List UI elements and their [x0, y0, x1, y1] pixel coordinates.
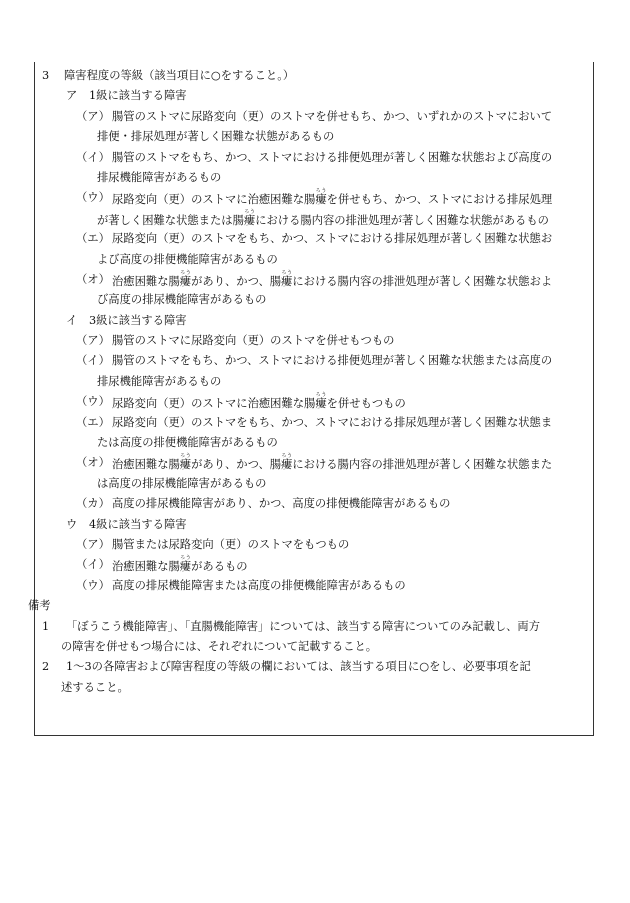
item-label: （オ）	[76, 272, 110, 286]
grade-item-continuation	[36, 168, 588, 188]
item-label: （ア）	[76, 537, 110, 551]
note-text: 1～3の各障害および障害程度の等級の欄においては、該当する項目に○をし、必要事項を記	[66, 660, 531, 674]
notes-heading: 備考	[28, 599, 51, 613]
item-label: （ウ）	[76, 578, 110, 592]
note-number: 2	[42, 660, 50, 674]
item-label: （イ）	[76, 558, 110, 572]
item-text: 尿路変向（更）のストマをもち、かつ、ストマにおける排尿処理が著しく困難な状態ま	[112, 415, 553, 429]
grade-item-line	[36, 535, 588, 555]
item-label: （エ）	[76, 232, 110, 246]
grade-item-continuation	[36, 474, 588, 494]
grade-item-line	[36, 270, 588, 290]
item-text: 排便・排尿処理が著しく困難な状態があるもの	[97, 130, 335, 144]
item-text: 尿路変向（更）のストマに治癒困難な腸瘻ろうを併せもつもの	[112, 392, 406, 411]
item-text: 腸管のストマに尿路変向（更）のストマを併せもち、かつ、いずれかのストマにおいて	[112, 109, 553, 123]
item-text: よび高度の排便機能障害があるもの	[97, 252, 278, 266]
note-list	[36, 617, 588, 699]
grade-title: 1級に該当する障害	[89, 89, 187, 103]
grade-item-line	[36, 331, 588, 351]
grade-item	[36, 188, 588, 229]
item-text: 高度の排尿機能障害があり、かつ、高度の排便機能障害があるもの	[112, 497, 451, 511]
grade-title: 4級に該当する障害	[89, 517, 187, 531]
furigana-ruby: 瘻ろう	[281, 269, 293, 288]
grade-item	[36, 351, 588, 392]
grade-item-continuation	[36, 290, 588, 310]
grade-item-line	[36, 413, 588, 433]
item-text: 排尿機能障害があるもの	[97, 170, 222, 184]
item-text: 腸管のストマをもち、かつ、ストマにおける排便処理が著しく困難な状態または高度の	[112, 354, 553, 368]
grade-item-line	[36, 351, 588, 371]
notes-section	[28, 596, 588, 698]
item-text: び高度の排尿機能障害があるもの	[97, 293, 267, 307]
item-text: たは高度の排便機能障害があるもの	[97, 436, 278, 450]
item-label: （ア）	[76, 109, 110, 123]
grade-label: ア	[66, 89, 78, 103]
item-label: （ウ）	[76, 395, 110, 409]
item-text: 腸管または尿路変向（更）のストマをもつもの	[112, 537, 350, 551]
item-text: 治癒困難な腸瘻ろうがあるもの	[112, 555, 248, 574]
notes-heading-row	[28, 596, 588, 616]
grade-list	[36, 86, 588, 596]
item-text: 腸管のストマに尿路変向（更）のストマを併せもつもの	[112, 334, 395, 348]
grade-item-line	[36, 229, 588, 249]
furigana-ruby: 瘻ろう	[179, 269, 192, 288]
furigana-ruby: 瘻ろう	[315, 392, 327, 411]
grade-item	[36, 331, 588, 351]
note-continuation	[36, 637, 588, 657]
grade-item	[36, 453, 588, 494]
item-label: （オ）	[76, 456, 110, 470]
item-text: 尿路変向（更）のストマをもち、かつ、ストマにおける排尿処理が著しく困難な状態お	[112, 232, 553, 246]
grade-heading	[36, 311, 588, 331]
note-line	[36, 657, 588, 677]
grade-item-line	[36, 494, 588, 514]
grade-heading	[36, 86, 588, 106]
item-text: 高度の排尿機能障害または高度の排便機能障害があるもの	[112, 578, 406, 592]
section-number: 3	[42, 69, 50, 82]
grade-item-continuation	[36, 250, 588, 270]
item-text: 治癒困難な腸瘻ろうがあり、かつ、腸瘻ろうにおける腸内容の排泄処理が著しく困難な状態およ	[112, 269, 553, 288]
section-heading	[36, 66, 588, 86]
item-text: 尿路変向（更）のストマに治癒困難な腸瘻ろうを併せもち、かつ、ストマにおける排尿処理	[112, 188, 553, 207]
note-line	[36, 617, 588, 637]
item-text: が著しく困難な状態または腸瘻ろうにおける腸内容の排泄処理が著しく困難な状態があるもの	[97, 208, 549, 227]
grade-label: イ	[66, 313, 78, 327]
furigana-ruby: 瘻ろう	[281, 453, 293, 472]
grade-item	[36, 535, 588, 555]
document-body	[28, 66, 588, 698]
furigana-ruby: 瘻ろう	[179, 453, 192, 472]
grade-item	[36, 148, 588, 189]
note-number: 1	[42, 619, 50, 633]
item-label: （エ）	[76, 415, 110, 429]
section-title: 障害程度の等級（該当項目に○をすること。）	[64, 69, 295, 82]
item-label: （カ）	[76, 497, 110, 511]
grade-item-continuation	[36, 127, 588, 147]
item-label: （イ）	[76, 150, 110, 164]
item-text: 腸管のストマをもち、かつ、ストマにおける排便処理が著しく困難な状態および高度の	[112, 150, 553, 164]
grade-item	[36, 576, 588, 596]
grade-item-line	[36, 576, 588, 596]
grade-item-line	[36, 148, 588, 168]
grade-item-line	[36, 453, 588, 473]
grade-item-line	[36, 107, 588, 127]
grade-item-line	[36, 188, 588, 208]
grade-label: ウ	[66, 517, 78, 531]
grade-title: 3級に該当する障害	[89, 313, 187, 327]
grade-item	[36, 494, 588, 514]
grade-item-continuation	[36, 209, 588, 229]
note-text: 述すること。	[61, 680, 129, 694]
furigana-ruby: 瘻ろう	[243, 208, 256, 227]
grade-item-line	[36, 555, 588, 575]
grade-item	[36, 229, 588, 270]
grade-item	[36, 555, 588, 575]
grade-item	[36, 107, 588, 148]
grade-item	[36, 270, 588, 311]
grade-item-continuation	[36, 433, 588, 453]
note-item	[36, 657, 588, 698]
note-text: の障害を併せもつ場合には、それぞれについて記載すること。	[61, 639, 378, 653]
grade-item	[36, 413, 588, 454]
note-text: 「ぼうこう機能障害」、「直腸機能障害」については、該当する障害についてのみ記載し、両方	[66, 619, 541, 633]
note-item	[36, 617, 588, 658]
furigana-ruby: 瘻ろう	[179, 555, 192, 574]
grade-item-continuation	[36, 372, 588, 392]
grade-item-line	[36, 392, 588, 412]
note-continuation	[36, 678, 588, 698]
item-label: （ウ）	[76, 191, 110, 205]
grade-item	[36, 392, 588, 412]
item-text: 排尿機能障害があるもの	[97, 374, 222, 388]
furigana-ruby: 瘻ろう	[315, 188, 327, 207]
grade-heading	[36, 515, 588, 535]
item-label: （ア）	[76, 334, 110, 348]
item-label: （イ）	[76, 354, 110, 368]
item-text: は高度の排尿機能障害があるもの	[97, 476, 267, 490]
item-text: 治癒困難な腸瘻ろうがあり、かつ、腸瘻ろうにおける腸内容の排泄処理が著しく困難な状態また	[112, 453, 553, 472]
